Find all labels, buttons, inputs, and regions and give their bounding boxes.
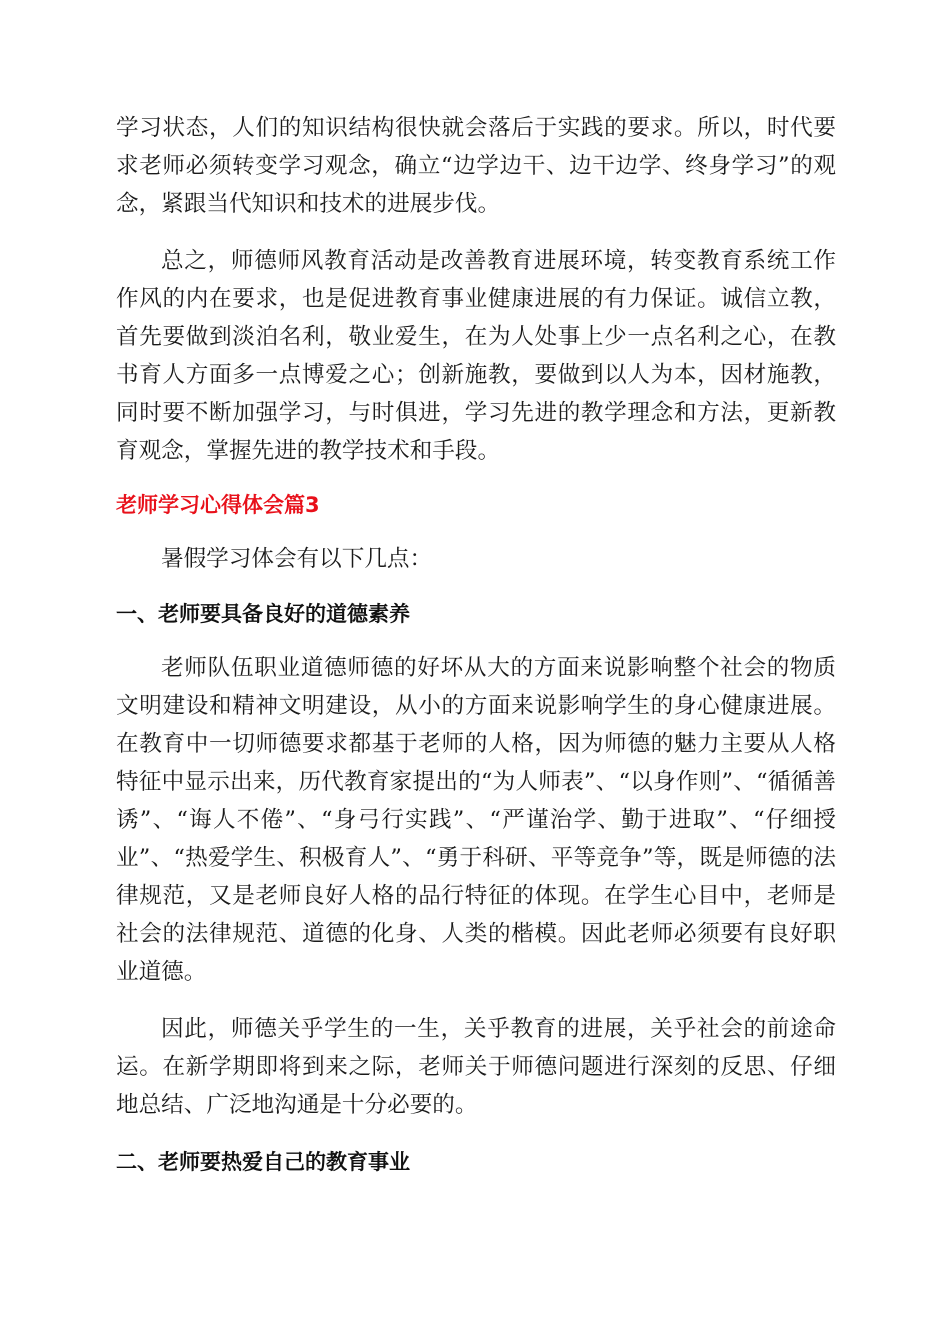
paragraph-summary: 总之，师德师风教育活动是改善教育进展环境，转变教育系统工作作风的内在要求，也是促进教育事业健康进展的有力保证。诚信立教，首先要做到淡泊名利，敬业爱生，在为人处事上少一点名利之心，在教书育人方面多一点博爱之心；创新施教，要做到以人为本，因材施教，同时要不断加强学习，与时俱进，学习先进的教学理念和方法，更新教育观念，掌握先进的教学技术和手段。 — [116, 248, 836, 464]
paragraph-reflection: 因此，师德关乎学生的一生，关乎教育的进展，关乎社会的前途命运。在新学期即将到来之际，老师关于师德问题进行深刻的反思、仔细地总结、广泛地沟通是十分必要的。 — [116, 1016, 836, 1118]
document-body — [116, 109, 836, 1180]
section-title: 老师学习心得体会篇3 — [116, 493, 320, 517]
point-heading-two: 二、老师要热爱自己的教育事业 — [116, 1150, 410, 1174]
paragraph-continuation: 学习状态，人们的知识结构很快就会落后于实践的要求。所以，时代要求老师必须转变学习观念，确立“边学边干、边干边学、终身学习”的观念，紧跟当代知识和技术的进展步伐。 — [116, 115, 836, 217]
point-heading-one: 一、老师要具备良好的道德素养 — [116, 602, 410, 626]
paragraph-intro: 暑假学习体会有以下几点： — [161, 546, 433, 572]
paragraph-ethics: 老师队伍职业道德师德的好坏从大的方面来说影响整个社会的物质文明建设和精神文明建设，从小的方面来说影响学生的身心健康进展。在教育中一切师德要求都基于老师的人格，因为师德的魅力主要从人格特征中显示出来，历代教育家提出的“为人师表”、“以身作则”、“循循善诱”、“诲人不倦”、“身弓行实践”、“严谨治学、勤于进取”、“仔细授业”、“热爱学生、积极育人”、“勇于科研、平等竞争”等，既是师德的法律规范，又是老师良好人格的品行特征的体现。在学生心目中，老师是社会的法律规范、道德的化身、人类的楷模。因此老师必须要有良好职业道德。 — [116, 655, 836, 985]
